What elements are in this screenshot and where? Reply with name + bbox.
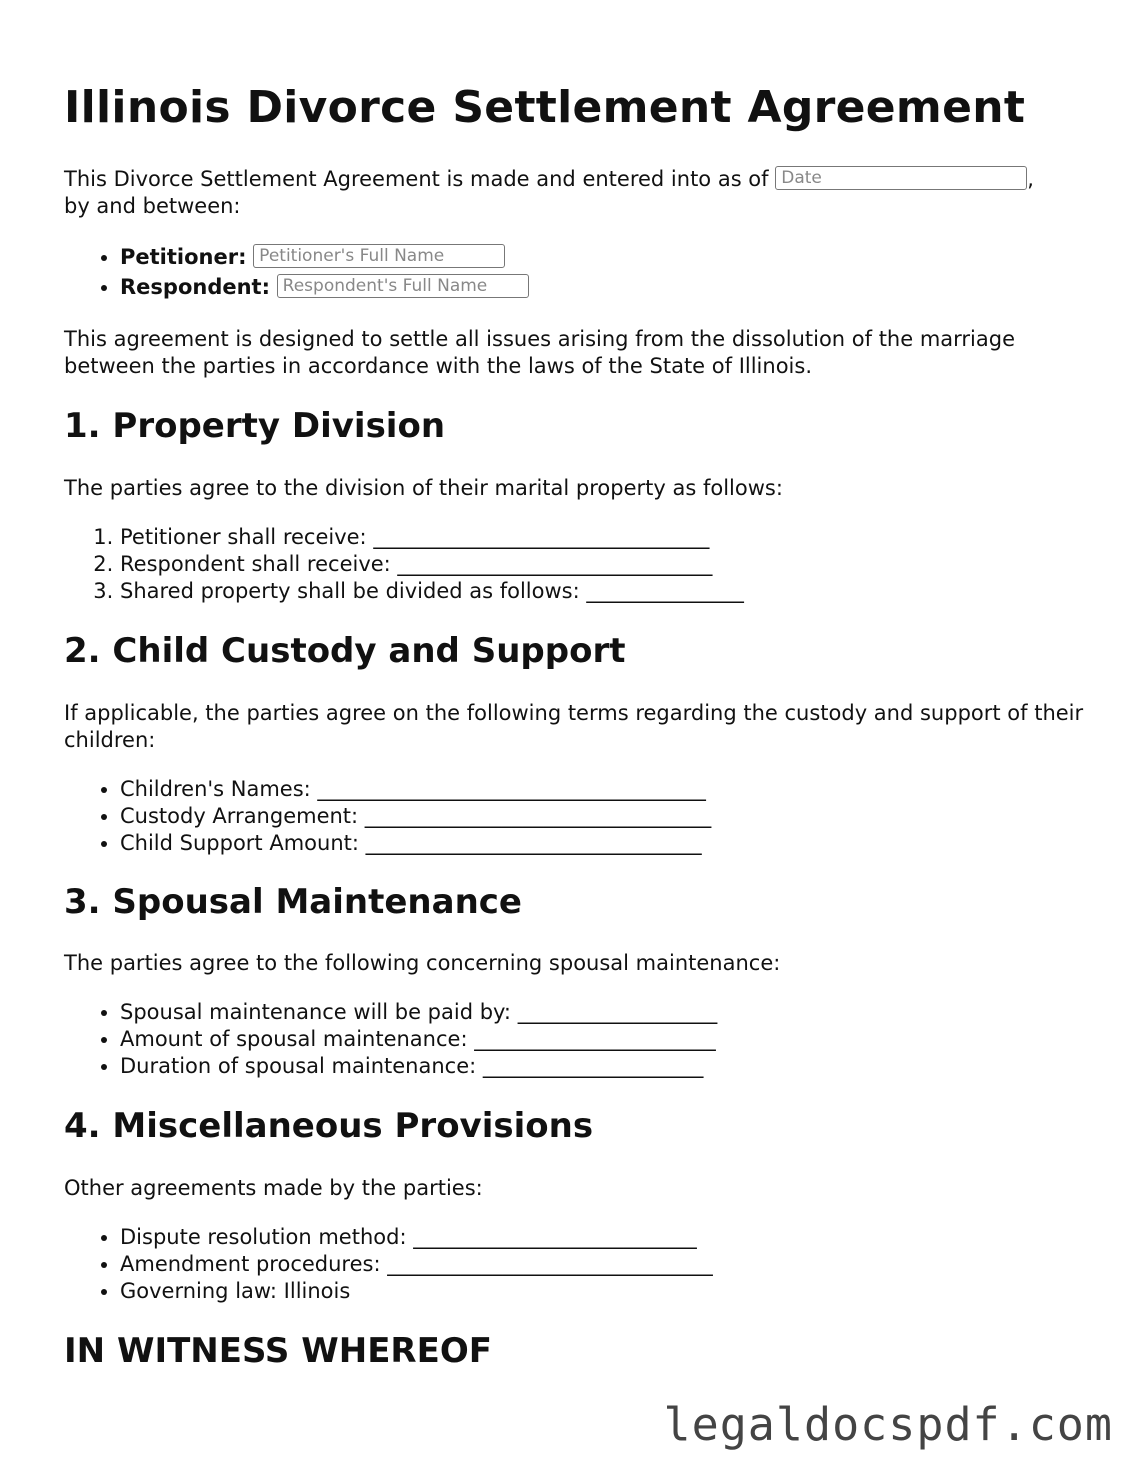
petitioner-label: Petitioner: — [120, 245, 247, 269]
list-item: • Children's Names: _____________________________________ — [120, 776, 711, 803]
section-paragraph: If applicable, the parties agree on the following terms regarding the custody and support of their children: — [64, 701, 1084, 752]
date-field[interactable] — [775, 166, 1027, 190]
misc-list — [64, 1224, 713, 1305]
list-item: • Child Support Amount: ________________________________ — [120, 830, 711, 857]
section-heading: 2. Child Custody and Support — [64, 631, 626, 671]
purpose-paragraph: This agreement is designed to settle all issues arising from the dissolution of the marriage between the parties in accordance with the laws of the State of Illinois. — [64, 327, 1016, 378]
list-item: • Amendment procedures: _______________________________ — [120, 1251, 713, 1278]
list-item: 2. Respondent shall receive: ______________________________ — [120, 551, 744, 578]
list-item — [120, 272, 529, 302]
maintenance-list — [64, 999, 717, 1080]
intro-comma: , — [1027, 167, 1034, 191]
document-title: Illinois Divorce Settlement Agreement — [64, 82, 1026, 133]
list-item: • Spousal maintenance will be paid by: ___________________ — [120, 999, 717, 1026]
list-item — [120, 242, 529, 272]
intro-text: This Divorce Settlement Agreement is made and entered into as of — [64, 167, 776, 191]
parties-list — [64, 242, 529, 302]
section-heading: 4. Miscellaneous Provisions — [64, 1106, 594, 1146]
intro-paragraph — [64, 166, 1089, 220]
section-heading: 1. Property Division — [64, 406, 446, 446]
petitioner-name-field[interactable] — [253, 244, 505, 268]
respondent-name-field[interactable] — [277, 274, 529, 298]
list-item: • Duration of spousal maintenance: _____________________ — [120, 1053, 717, 1080]
witness-heading: IN WITNESS WHEREOF — [64, 1331, 492, 1371]
list-item: 1. Petitioner shall receive: ________________________________ — [120, 524, 744, 551]
section-paragraph: The parties agree to the following concerning spousal maintenance: — [64, 951, 781, 975]
list-item: 3. Shared property shall be divided as follows: _______________ — [120, 578, 744, 605]
property-list — [64, 524, 744, 605]
list-item: • Governing law: Illinois — [120, 1278, 713, 1305]
list-item: • Custody Arrangement: _________________________________ — [120, 803, 711, 830]
section-paragraph: Other agreements made by the parties: — [64, 1176, 483, 1200]
watermark: legaldocspdf.com — [663, 1398, 1113, 1451]
list-item: • Amount of spousal maintenance: _______________________ — [120, 1026, 717, 1053]
intro-text-line2: by and between: — [64, 194, 241, 218]
custody-list — [64, 776, 711, 857]
section-paragraph: The parties agree to the division of their marital property as follows: — [64, 476, 783, 500]
respondent-label: Respondent: — [120, 275, 270, 299]
list-item: • Dispute resolution method: ___________________________ — [120, 1224, 713, 1251]
section-heading: 3. Spousal Maintenance — [64, 882, 522, 922]
